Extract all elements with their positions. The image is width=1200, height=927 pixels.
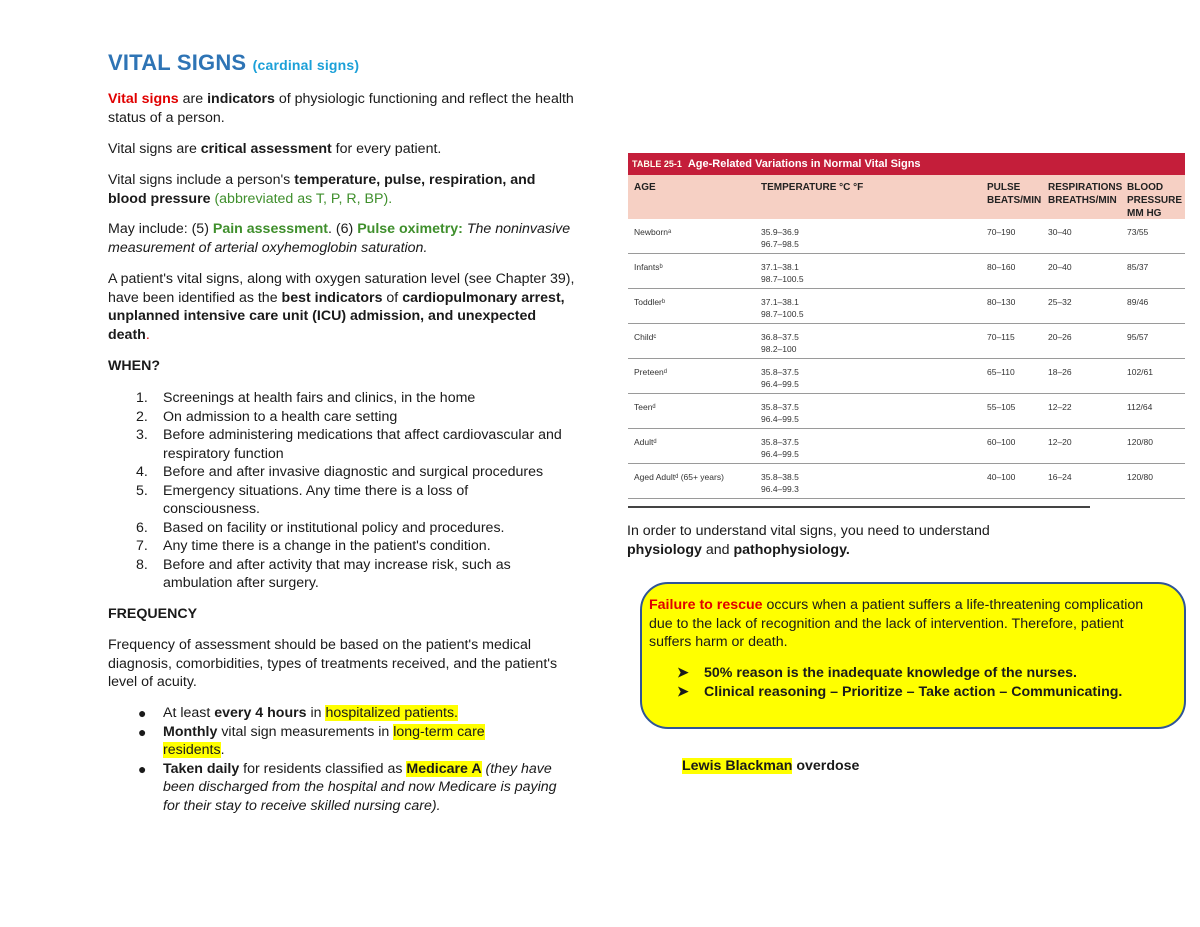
- text: and: [701, 541, 734, 558]
- cell-temperature: [761, 331, 799, 355]
- cell-age: Teenᵈ: [634, 402, 656, 412]
- text: May include: (5): [108, 221, 213, 237]
- temp-fahrenheit: 98.7–100.5: [761, 309, 804, 319]
- term-failure-to-rescue: Failure to rescue: [649, 597, 763, 613]
- list-item: [108, 760, 578, 816]
- frequency-text: Frequency of assessment should be based on the patient's medical diagnosis, comorbidities, types of treatments received, and the patient's level of acuity.: [108, 637, 558, 690]
- table-title: Age-Related Variations in Normal Vital Signs: [687, 158, 921, 170]
- cell-pulse: 55–105: [987, 402, 1016, 412]
- cell-blood-pressure: 85/37: [1127, 262, 1149, 272]
- list-text: On admission to a health care setting: [163, 408, 398, 425]
- paragraph-may-include: [108, 220, 578, 257]
- table-header-row: [628, 175, 1185, 219]
- list-number: 4.: [136, 464, 148, 480]
- cell-blood-pressure: 102/61: [1127, 367, 1153, 377]
- temp-celsius: 35.8–37.5: [761, 437, 799, 447]
- term-every-4-hours: every 4 hours: [214, 705, 307, 721]
- highlight-long-term-care: long-term care residents: [163, 723, 485, 758]
- term-critical-assessment: critical assessment: [200, 141, 332, 157]
- temp-celsius: 36.8–37.5: [761, 332, 799, 342]
- header-blood-pressure: BLOOD PRESSURE MM HG: [1127, 182, 1183, 219]
- table-row: [628, 394, 1185, 429]
- list-item: [108, 519, 583, 538]
- page-title: [108, 50, 359, 76]
- term-best-indicators: best indicators: [281, 289, 383, 306]
- cell-age: Newbornᵃ: [634, 227, 672, 237]
- highlight-lewis-blackman: Lewis Blackman: [682, 758, 793, 774]
- text: for every patient.: [331, 141, 442, 157]
- cell-blood-pressure: 89/46: [1127, 297, 1149, 307]
- medicare-a-note: (they have been discharged from the hospital and now Medicare is paying for their stay to receive skilled nursing care).: [163, 760, 557, 814]
- arrow-icon: ➤: [677, 664, 689, 681]
- term-physiology: physiology: [627, 541, 702, 558]
- text: occurs when a patient suffers a life-threatening complication due to the lack of recognition and the lack of intervention. Therefore, patient suffers harm or death.: [649, 597, 1144, 650]
- term-pain-assessment: Pain assessment: [212, 221, 329, 237]
- cell-pulse: 70–115: [987, 332, 1015, 342]
- cell-blood-pressure: 120/80: [1127, 472, 1153, 482]
- list-text: 50% reason is the inadequate knowledge of the nurses.: [704, 664, 1077, 681]
- frequency-heading: FREQUENCY: [108, 606, 198, 622]
- text: overdose: [792, 758, 860, 774]
- text: .: [220, 742, 225, 758]
- list-number: 2.: [136, 408, 148, 425]
- list-text: Any time there is a change in the patient's condition.: [163, 538, 491, 554]
- list-text: Clinical reasoning – Prioritize – Take action – Communicating.: [704, 683, 1123, 700]
- bullet-icon: ●: [138, 760, 147, 777]
- paragraph-best-indicators: [108, 270, 578, 344]
- pulse-oximetry-definition: The noninvasive measurement of arterial oxyhemoglobin saturation.: [108, 221, 571, 256]
- callout-bullets: [649, 664, 1169, 702]
- paragraph-understand: [627, 522, 1097, 559]
- temp-celsius: 35.9–36.9: [761, 227, 799, 237]
- cell-temperature: [761, 471, 799, 495]
- header-age: AGE: [634, 182, 656, 193]
- text: At least: [163, 705, 215, 721]
- term-pulse-oximetry: Pulse oximetry:: [357, 221, 463, 237]
- cell-age: Infantsᵇ: [634, 262, 663, 272]
- cell-age: Aged Adultᵈ (65+ years): [634, 472, 724, 482]
- cell-temperature: [761, 226, 799, 250]
- list-text: Before and after activity that may increase risk, such as ambulation after surgery.: [163, 556, 511, 591]
- header-pulse: PULSE BEATS/MIN: [987, 182, 1042, 206]
- vital-signs-table: [628, 153, 1185, 499]
- table-label: TABLE 25-1: [632, 159, 682, 169]
- callout-content: [649, 596, 1169, 702]
- cell-respirations: 25–32: [1048, 297, 1072, 307]
- when-heading: WHEN?: [108, 358, 161, 374]
- temp-fahrenheit: 96.4–99.5: [761, 414, 799, 424]
- when-list: [108, 389, 583, 593]
- cell-pulse: 60–100: [987, 437, 1016, 447]
- list-item: [108, 408, 583, 427]
- list-number: 8.: [136, 556, 148, 573]
- table-body: [628, 219, 1185, 499]
- cell-respirations: 20–40: [1048, 262, 1072, 272]
- list-number: 7.: [136, 538, 148, 554]
- temp-fahrenheit: 96.4–99.5: [761, 449, 799, 459]
- text: A patient's vital signs, along with oxygen saturation level (see Chapter 39), have been identified as the: [108, 271, 575, 306]
- cell-blood-pressure: 120/80: [1127, 437, 1153, 447]
- cell-respirations: 16–24: [1048, 472, 1072, 482]
- abbreviation-note: (abbreviated as T, P, R, BP).: [210, 190, 393, 207]
- temp-celsius: 35.8–38.5: [761, 472, 799, 482]
- title-subtitle: (cardinal signs): [252, 57, 360, 73]
- cell-temperature: [761, 296, 804, 320]
- list-number: 6.: [136, 519, 148, 536]
- cell-pulse: 70–190: [987, 227, 1016, 237]
- cell-temperature: [761, 261, 804, 285]
- lewis-blackman-note: [682, 757, 859, 776]
- title-main: VITAL SIGNS: [108, 50, 247, 75]
- cell-temperature: [761, 401, 799, 425]
- paragraph-include: [108, 171, 578, 208]
- list-number: 5.: [136, 482, 148, 499]
- list-text: Emergency situations. Any time there is a loss of consciousness.: [163, 482, 469, 517]
- table-row: [628, 254, 1185, 289]
- cell-respirations: 12–20: [1048, 437, 1072, 447]
- list-number: 3.: [136, 427, 148, 443]
- table-row: [628, 289, 1185, 324]
- cell-temperature: [761, 436, 799, 460]
- arrow-icon: ➤: [677, 683, 689, 700]
- term-outcomes: cardiopulmonary arrest, unplanned intensive care unit (ICU) admission, and unexpected death: [108, 289, 565, 343]
- temp-fahrenheit: 98.2–100: [761, 344, 797, 354]
- highlight-medicare-a: Medicare A: [406, 760, 482, 777]
- term-monthly: Monthly: [163, 723, 218, 740]
- term-vital-signs: Vital signs: [108, 91, 179, 107]
- list-number: 1.: [136, 390, 148, 406]
- temp-celsius: 35.8–37.5: [761, 367, 799, 377]
- temp-celsius: 37.1–38.1: [761, 262, 799, 272]
- list-item: [108, 704, 578, 723]
- cell-blood-pressure: 95/57: [1127, 332, 1149, 342]
- list-text: Before administering medications that affect cardiovascular and respiratory function: [163, 427, 562, 462]
- cell-temperature: [761, 366, 799, 390]
- header-temperature: TEMPERATURE °C °F: [761, 182, 864, 193]
- list-item: [108, 723, 578, 760]
- list-item: [108, 426, 583, 463]
- temp-celsius: 37.1–38.1: [761, 297, 799, 307]
- cell-pulse: 40–100: [987, 472, 1016, 482]
- cell-pulse: 80–130: [987, 297, 1016, 307]
- table-row: [628, 219, 1185, 254]
- temp-fahrenheit: 96.7–98.5: [761, 239, 799, 249]
- cell-blood-pressure: 73/55: [1127, 227, 1149, 237]
- text: are: [178, 91, 208, 107]
- table-caption: [628, 153, 1185, 175]
- header-respirations: RESPIRATIONS BREATHS/MIN: [1048, 182, 1123, 206]
- cell-pulse: 80–160: [987, 262, 1016, 272]
- text: for residents classified as: [239, 760, 407, 777]
- list-item: [649, 683, 1169, 702]
- temp-fahrenheit: 98.7–100.5: [761, 274, 804, 284]
- bullet-icon: ●: [138, 705, 147, 721]
- list-text: Screenings at health fairs and clinics, in the home: [163, 390, 476, 406]
- failure-to-rescue-callout: [640, 582, 1186, 729]
- text: . (6): [328, 221, 358, 237]
- text: Vital signs include a person's: [108, 172, 295, 188]
- term-taken-daily: Taken daily: [163, 760, 240, 777]
- table-row: [628, 359, 1185, 394]
- cell-respirations: 18–26: [1048, 367, 1072, 377]
- text: of physiologic functioning and reflect the health status of a person.: [108, 91, 574, 126]
- cell-pulse: 65–110: [987, 367, 1015, 377]
- list-item: [649, 664, 1169, 683]
- callout-text: [649, 596, 1169, 652]
- text: .: [145, 326, 150, 343]
- text: of: [382, 289, 403, 306]
- bullet-icon: ●: [138, 723, 147, 740]
- highlight-hospitalized: hospitalized patients.: [325, 705, 458, 721]
- paragraph-critical: [108, 140, 578, 159]
- cell-respirations: 20–26: [1048, 332, 1072, 342]
- list-item: [108, 482, 583, 519]
- text: In order to understand vital signs, you need to understand: [627, 523, 990, 539]
- list-item: [108, 556, 583, 593]
- term-pathophysiology: pathophysiology.: [733, 541, 850, 558]
- frequency-bullets: [108, 704, 578, 815]
- cell-age: Adultᵈ: [634, 437, 657, 447]
- list-text: Before and after invasive diagnostic and surgical procedures: [163, 464, 544, 480]
- temp-fahrenheit: 96.4–99.3: [761, 484, 799, 494]
- list-item: [108, 389, 583, 408]
- text: Vital signs are: [108, 141, 201, 157]
- cell-age: Childᶜ: [634, 332, 657, 342]
- cell-respirations: 12–22: [1048, 402, 1072, 412]
- text: vital sign measurements in: [217, 723, 394, 740]
- table-row: [628, 464, 1185, 499]
- table-row: [628, 429, 1185, 464]
- list-item: [108, 537, 583, 556]
- table-row: [628, 324, 1185, 359]
- term-indicators: indicators: [207, 91, 275, 107]
- list-text: Based on facility or institutional policy and procedures.: [163, 519, 505, 536]
- text: in: [306, 705, 326, 721]
- temp-fahrenheit: 96.4–99.5: [761, 379, 799, 389]
- cell-respirations: 30–40: [1048, 227, 1072, 237]
- term-tpr-bp: temperature, pulse, respiration, and blood pressure: [108, 172, 536, 207]
- list-item: [108, 463, 583, 482]
- cell-blood-pressure: 112/64: [1127, 402, 1153, 412]
- paragraph-definition: [108, 90, 578, 127]
- temp-celsius: 35.8–37.5: [761, 402, 799, 412]
- cell-age: Preteenᵈ: [634, 367, 667, 377]
- divider: [628, 506, 1090, 508]
- cell-age: Toddlerᵇ: [634, 297, 666, 307]
